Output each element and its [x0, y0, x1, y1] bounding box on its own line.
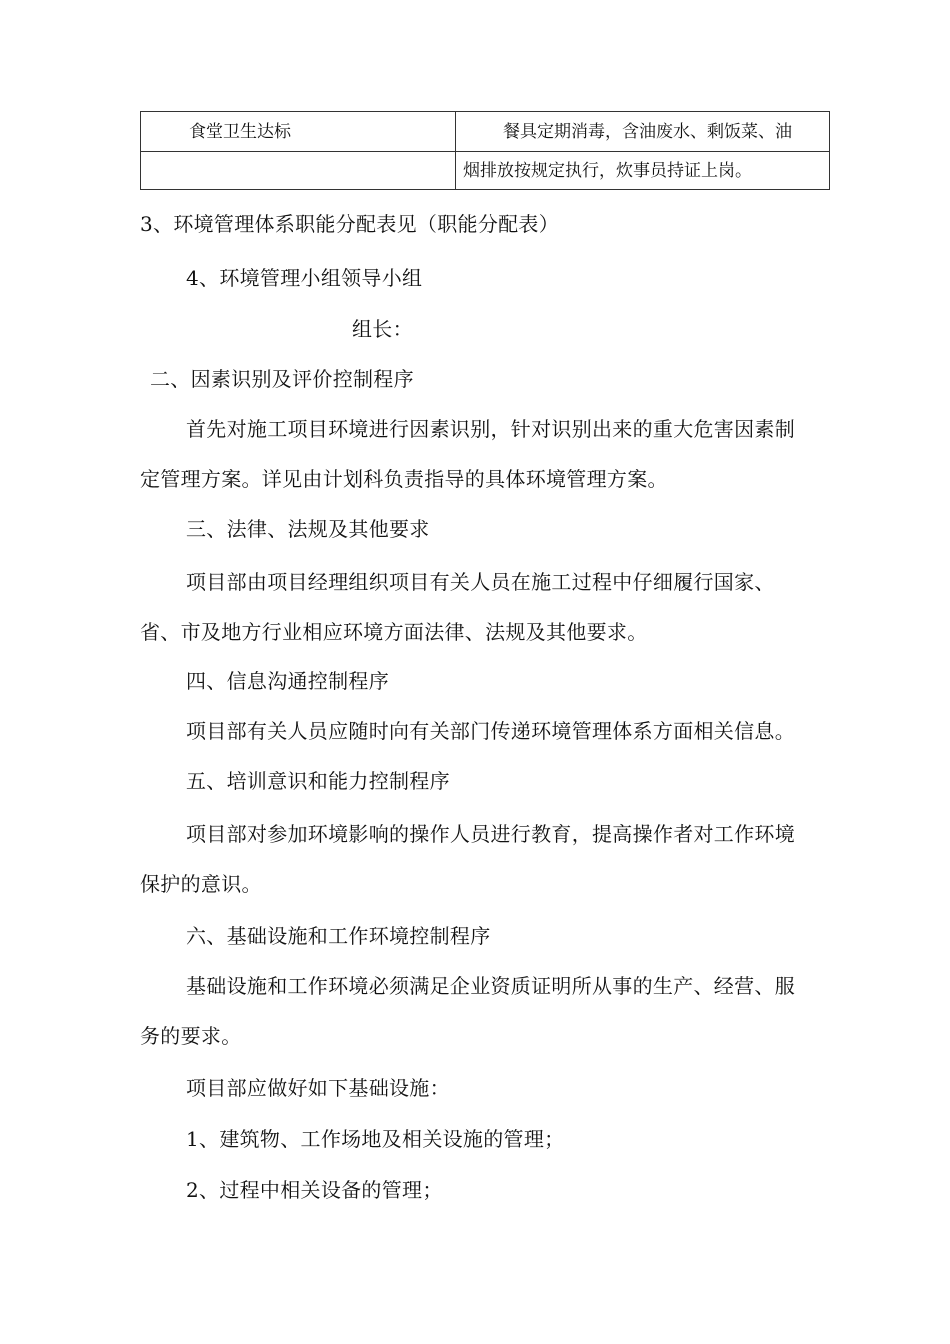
- section-6-para-line-1: 基础设施和工作环境必须满足企业资质证明所从事的生产、经营、服: [186, 974, 795, 998]
- section-2-para-line-1: 首先对施工项目环境进行因素识别，针对识别出来的重大危害因素制: [186, 417, 795, 441]
- section-5-para-line-2: 保护的意识。: [140, 872, 262, 896]
- section-5-para-line-1: 项目部对参加环境影响的操作人员进行教育，提高操作者对工作环境: [186, 822, 795, 846]
- section-6-heading: 六、基础设施和工作环境控制程序: [186, 924, 491, 948]
- facility-table: [140, 111, 830, 190]
- section-4-heading: 四、信息沟通控制程序: [186, 669, 389, 693]
- section-4-para: 项目部有关人员应随时向有关部门传递环境管理体系方面相关信息。: [186, 719, 795, 743]
- table-cell-canteen: 食堂卫生达标: [189, 122, 291, 142]
- section-6-para-line-2: 务的要求。: [140, 1024, 242, 1048]
- infrastructure-intro: 项目部应做好如下基础设施：: [186, 1076, 450, 1100]
- section-3-heading: 三、法律、法规及其他要求: [186, 517, 430, 541]
- section-3-para-line-2: 省、市及地方行业相应环境方面法律、法规及其他要求。: [140, 620, 648, 644]
- item-4-leadership-group: 4、环境管理小组领导小组: [186, 266, 423, 290]
- infrastructure-item-1: 1、建筑物、工作场地及相关设施的管理；: [186, 1127, 565, 1151]
- section-2-para-line-2: 定管理方案。详见由计划科负责指导的具体环境管理方案。: [140, 467, 668, 491]
- section-2-heading: 二、因素识别及评价控制程序: [150, 367, 414, 391]
- table-cell-canteen-desc-1: 餐具定期消毒，含油废水、剩饭菜、油: [503, 122, 792, 142]
- section-3-para-line-1: 项目部由项目经理组织项目有关人员在施工过程中仔细履行国家、: [186, 570, 775, 594]
- table-cell-canteen-desc-2: 烟排放按规定执行，炊事员持证上岗。: [463, 161, 752, 181]
- item-3-function-table: 3、环境管理体系职能分配表见（职能分配表）: [140, 212, 560, 236]
- group-leader-label: 组长：: [352, 317, 413, 341]
- section-5-heading: 五、培训意识和能力控制程序: [186, 769, 450, 793]
- infrastructure-item-2: 2、过程中相关设备的管理；: [186, 1178, 443, 1202]
- table-row-divider: [141, 151, 829, 152]
